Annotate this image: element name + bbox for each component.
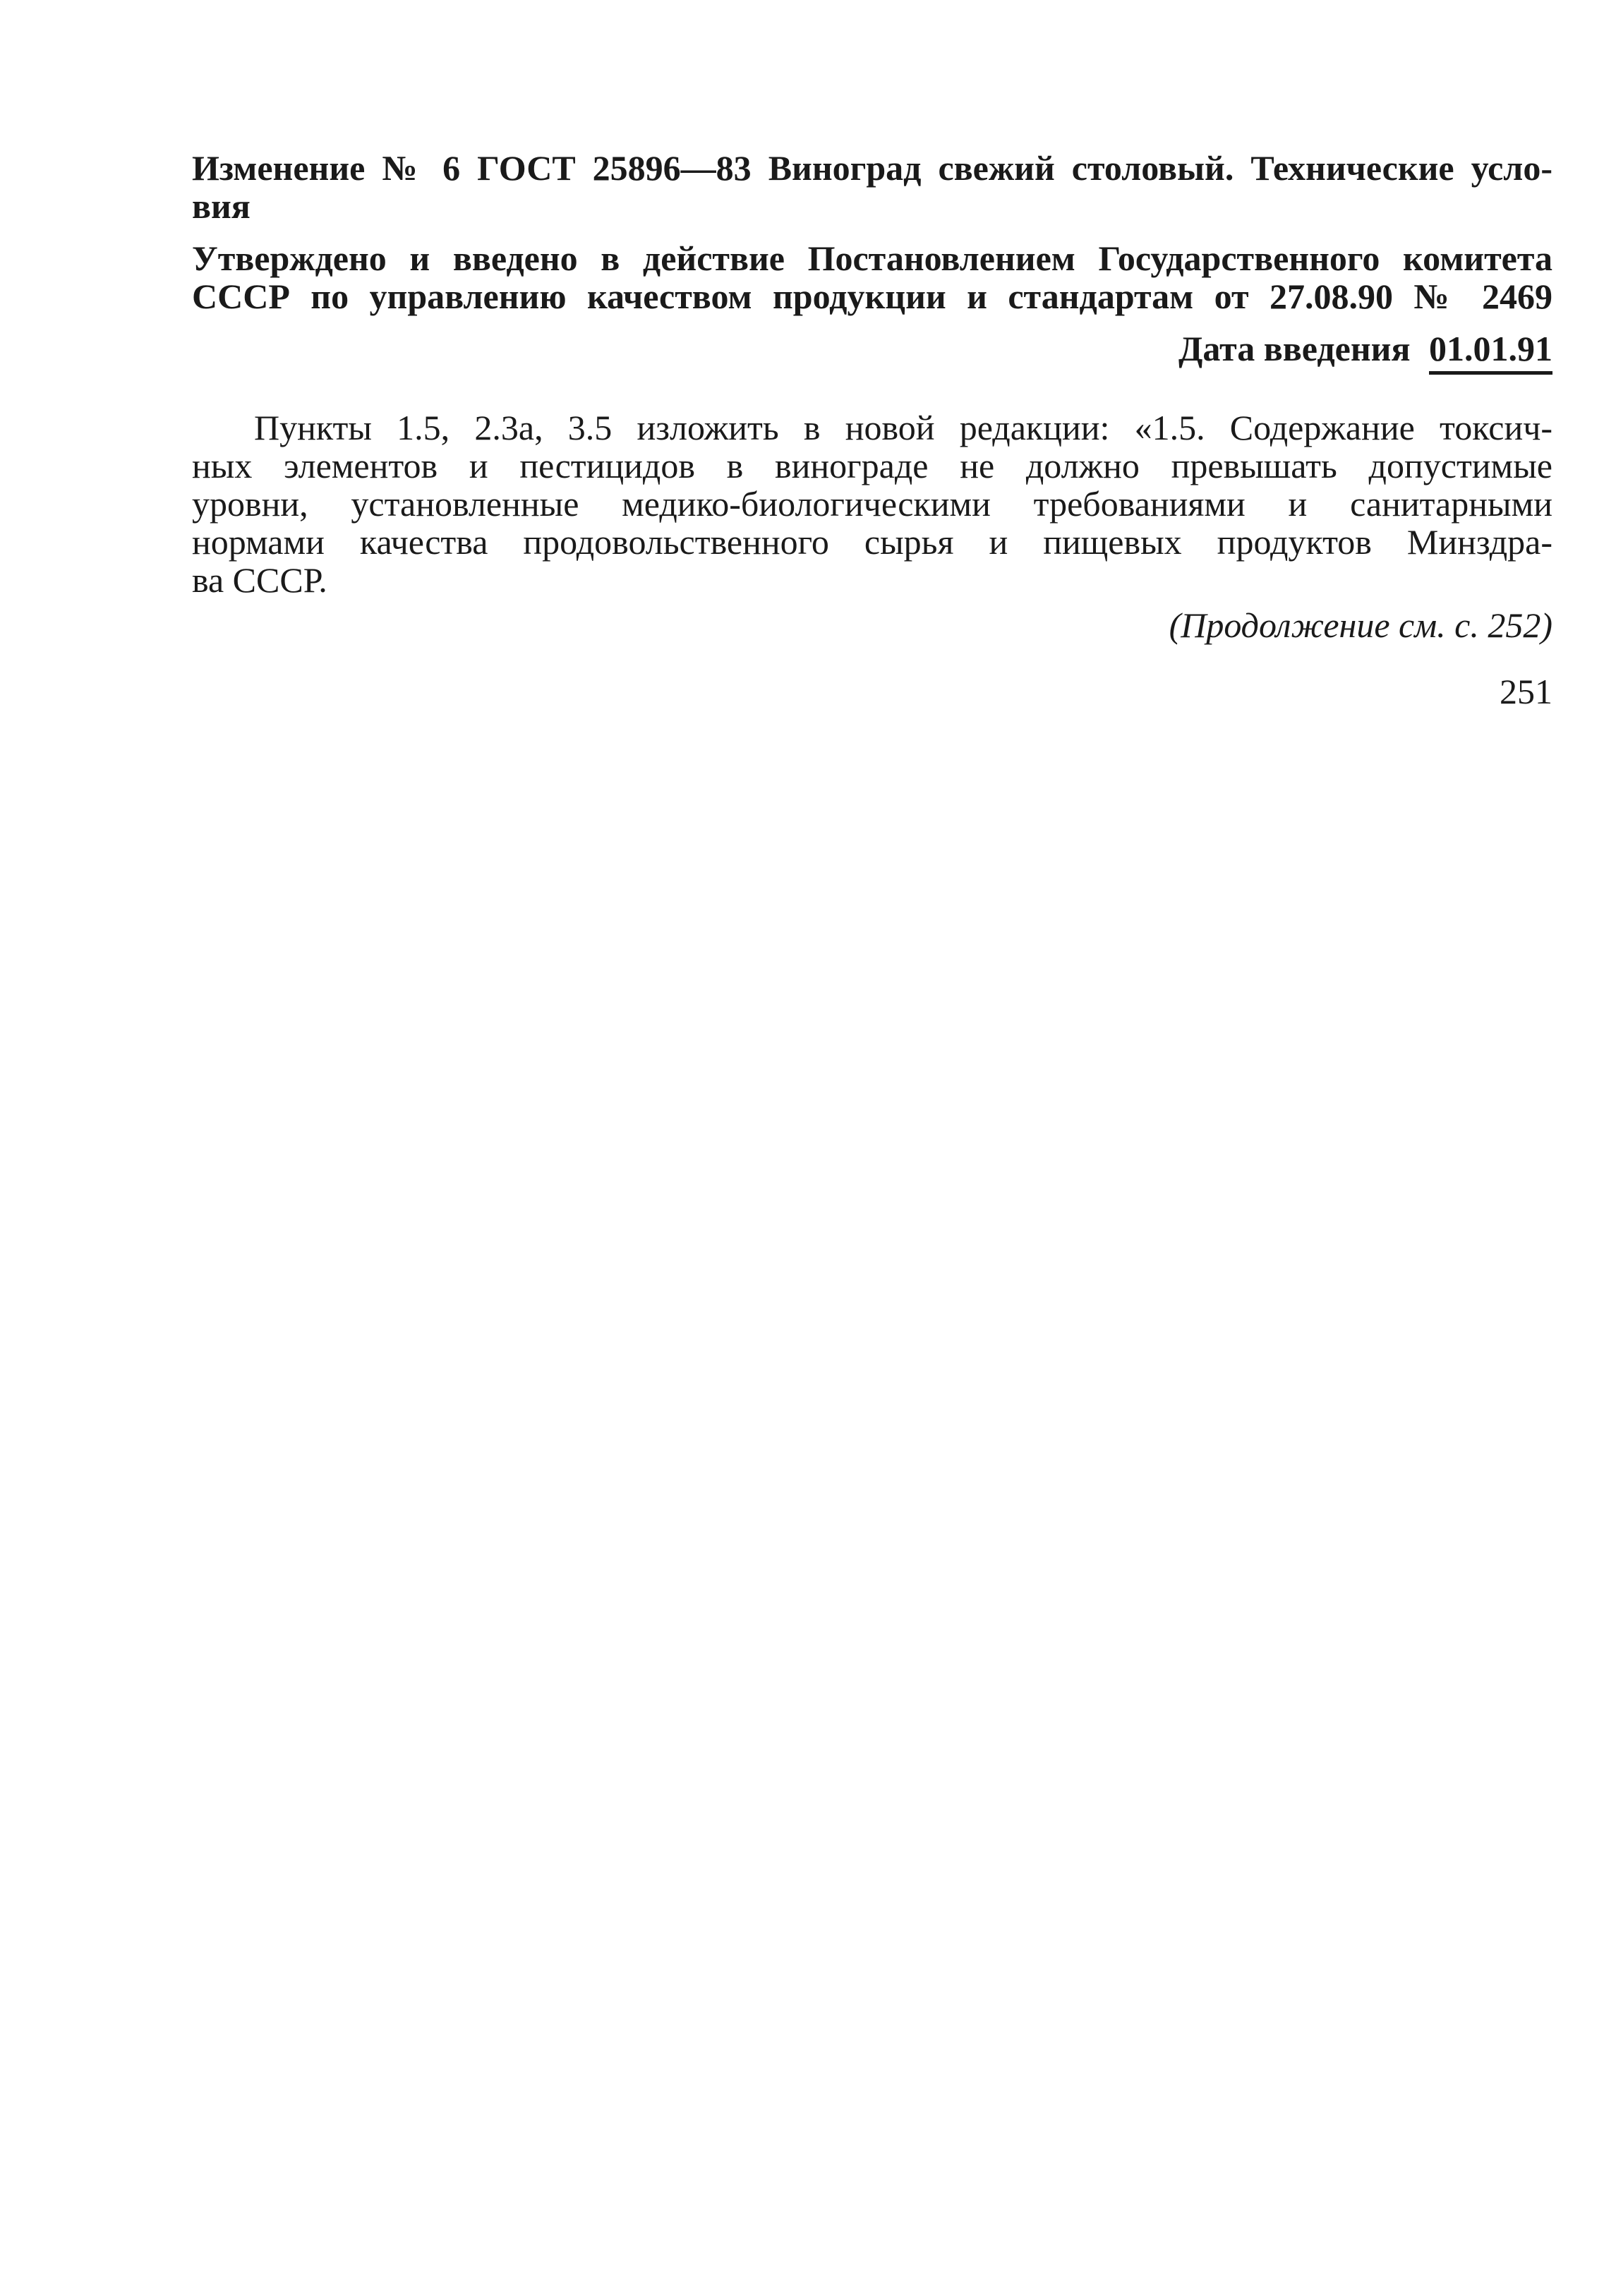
body-line-4: нормами качества продовольственного сырья и пищевых продуктов Минздра- — [192, 522, 1552, 562]
effective-date-label: Дата введения — [1178, 329, 1411, 368]
continuation-note: (Продолжение см. с. 252) — [1169, 605, 1552, 645]
body-line-3: уровни, установленные медико-биологическими требованиями и санитарными — [192, 484, 1552, 524]
body-line-2: ных элементов и пестицидов в винограде не должно превышать допустимые — [192, 446, 1552, 485]
effective-date — [1178, 327, 1552, 370]
title-line-2: вия — [192, 186, 251, 226]
approval-line-1: Утверждено и введено в действие Постановлением Государственного комитета — [192, 238, 1552, 278]
title-line-1: Изменение № 6 ГОСТ 25896—83 Виноград свежий столовый. Технические усло- — [192, 148, 1552, 188]
page-number: 251 — [1500, 672, 1552, 711]
body-line-1: Пункты 1.5, 2.3а, 3.5 изложить в новой редакции: «1.5. Содержание токсич- — [254, 408, 1552, 447]
approval-line-2: СССР по управлению качеством продукции и стандартам от 27.08.90 № 2469 — [192, 277, 1552, 316]
body-line-5: ва СССР. — [192, 560, 327, 600]
effective-date-value: 01.01.91 — [1429, 329, 1552, 375]
